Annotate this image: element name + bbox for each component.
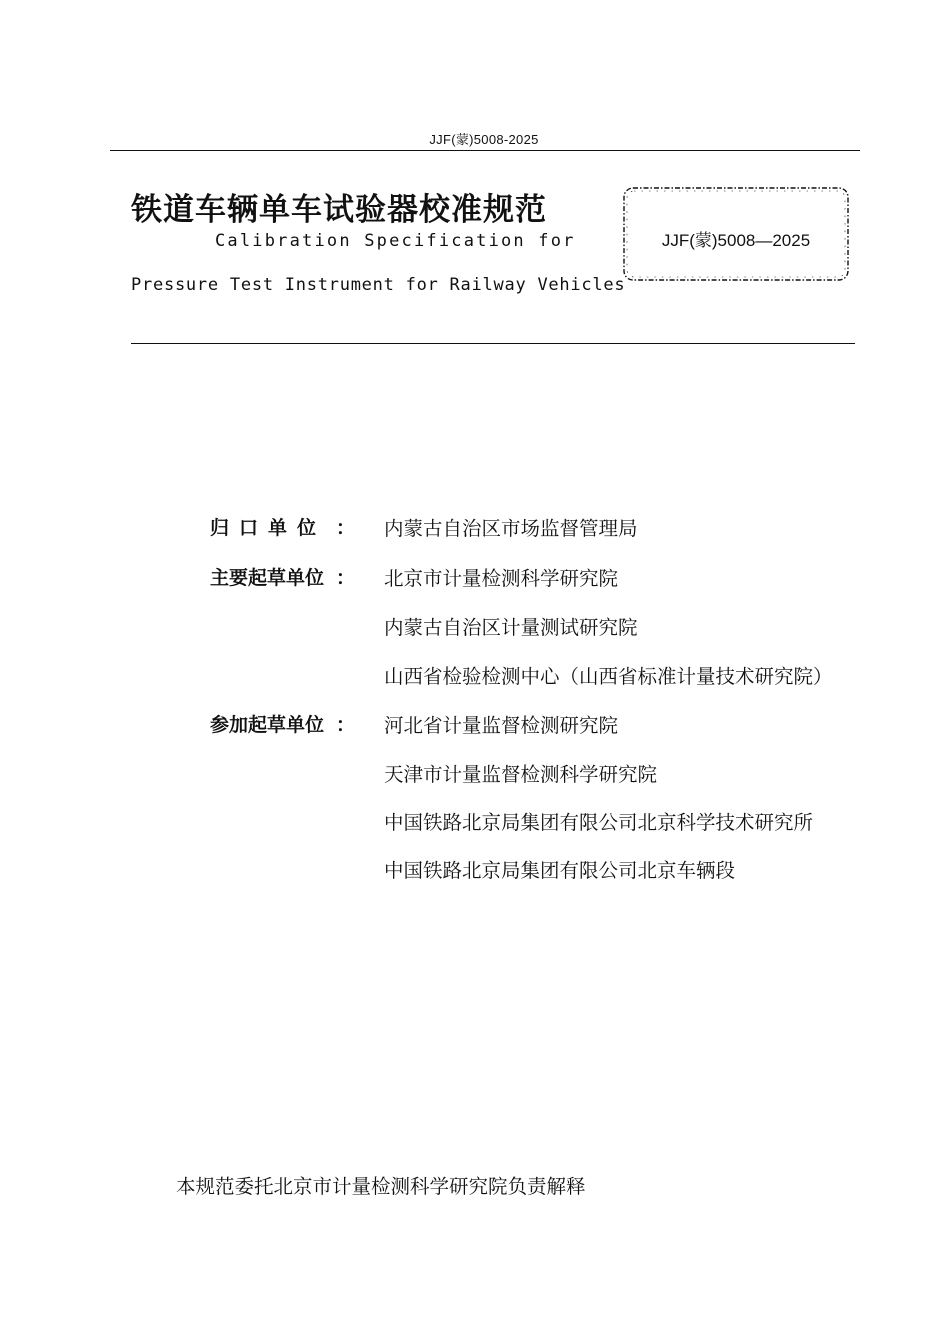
main-drafting-unit: 内蒙古自治区计量测试研究院 [384,616,638,639]
participating-drafting-unit: 中国铁路北京局集团有限公司北京科学技术研究所 [384,811,814,834]
main-drafting-colon: ： [336,567,356,589]
participating-drafting-colon: ： [336,714,356,736]
main-drafting-unit: 山西省检验检测中心（山西省标准计量技术研究院） [384,665,833,688]
title-divider [131,343,855,344]
title-english-line-2: Pressure Test Instrument for Railway Vehicles [131,275,626,295]
responsible-unit-colon: ： [336,517,356,539]
responsible-unit-value: 内蒙古自治区市场监督管理局 [384,517,638,540]
participating-drafting-unit: 天津市计量监督检测科学研究院 [384,763,658,786]
participating-drafting-label: 参加起草单位 [210,714,325,736]
header-divider [110,150,860,151]
title-chinese: 铁道车辆单车试验器校准规范 [131,192,547,228]
participating-drafting-unit: 河北省计量监督检测研究院 [384,714,619,737]
title-english-line-1: Calibration Specification for [215,231,576,251]
participating-drafting-unit: 中国铁路北京局集团有限公司北京车辆段 [384,859,736,882]
main-drafting-label: 主要起草单位 [210,567,325,589]
code-box-text: JJF(蒙)5008—2025 [661,231,811,250]
header-code: JJF(蒙)5008-2025 [429,132,539,147]
responsible-unit-label: 归口单位 [210,517,327,539]
interpretation-note: 本规范委托北京市计量检测科学研究院负责解释 [176,1175,586,1198]
main-drafting-unit: 北京市计量检测科学研究院 [384,567,619,590]
